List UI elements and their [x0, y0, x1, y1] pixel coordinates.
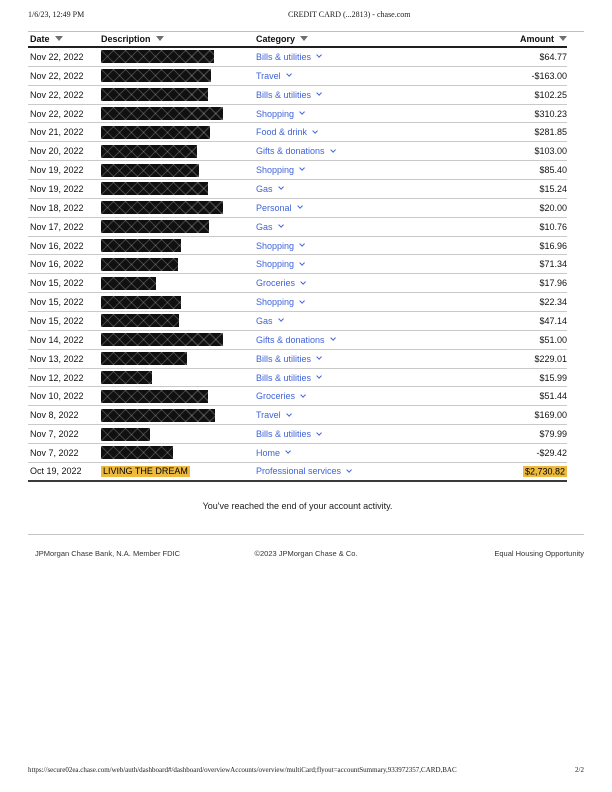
transaction-description — [101, 314, 256, 327]
transaction-description — [101, 446, 256, 459]
chevron-down-icon — [299, 241, 305, 247]
description-text: LIVING THE DREAM — [103, 466, 188, 477]
amount-text: $16.96 — [539, 240, 567, 251]
category-dropdown[interactable] — [256, 354, 321, 364]
category-dropdown[interactable] — [256, 109, 304, 119]
chevron-down-icon — [316, 354, 322, 360]
transaction-description — [101, 333, 256, 346]
category-label: Personal — [256, 202, 292, 213]
category-label: Shopping — [256, 297, 295, 308]
category-dropdown[interactable] — [256, 203, 302, 213]
transaction-row — [28, 161, 567, 180]
chevron-down-icon — [316, 373, 322, 379]
amount-text: $64.77 — [539, 51, 567, 62]
amount-text: $22.34 — [539, 297, 567, 308]
transaction-description — [101, 466, 256, 477]
chevron-down-icon — [299, 260, 305, 266]
transaction-description — [101, 296, 256, 309]
amount-text: $17.96 — [539, 278, 567, 289]
transaction-amount — [447, 241, 567, 251]
transaction-amount — [447, 90, 567, 100]
transaction-amount — [447, 127, 567, 137]
category-label: Gas — [256, 183, 273, 194]
transaction-description — [101, 107, 256, 120]
transaction-row — [28, 142, 567, 161]
category-dropdown[interactable] — [256, 146, 335, 156]
category-label: Gifts & donations — [256, 146, 325, 157]
transaction-row — [28, 67, 567, 86]
transaction-date: Nov 19, 2022 — [30, 183, 84, 194]
amount-text: $51.00 — [539, 334, 567, 345]
transaction-description — [101, 409, 256, 422]
transaction-description — [101, 145, 256, 158]
category-label: Gifts & donations — [256, 334, 325, 345]
redacted-description-block — [101, 164, 199, 177]
redacted-description-block — [101, 277, 156, 290]
redacted-description-block — [101, 107, 223, 120]
print-header — [28, 10, 584, 22]
transaction-row — [28, 218, 567, 237]
transaction-amount — [447, 354, 567, 364]
category-dropdown[interactable] — [256, 316, 283, 326]
category-label: Travel — [256, 410, 281, 421]
transaction-row — [28, 463, 567, 482]
redacted-description-block — [101, 446, 173, 459]
category-label: Groceries — [256, 391, 296, 402]
column-header-category[interactable] — [256, 34, 447, 44]
transaction-date: Nov 14, 2022 — [30, 334, 84, 345]
transaction-description — [101, 182, 256, 195]
transaction-amount — [447, 316, 567, 326]
transaction-row — [28, 425, 567, 444]
transaction-amount — [447, 297, 567, 307]
transaction-row — [28, 255, 567, 274]
table-body — [28, 48, 567, 482]
redacted-description-block — [101, 88, 208, 101]
redacted-description-block — [101, 352, 187, 365]
redacted-description-block — [101, 69, 211, 82]
redacted-description-block — [101, 145, 197, 158]
chevron-down-icon — [316, 90, 322, 96]
amount-text: $20.00 — [539, 202, 567, 213]
category-label: Groceries — [256, 278, 296, 289]
transaction-description — [101, 126, 256, 139]
chevron-down-icon — [312, 128, 318, 134]
category-dropdown[interactable] — [256, 373, 321, 383]
transaction-description — [101, 258, 256, 271]
transaction-date: Nov 19, 2022 — [30, 165, 84, 176]
redacted-description-block — [101, 50, 214, 63]
transaction-date: Nov 13, 2022 — [30, 353, 84, 364]
category-dropdown[interactable] — [256, 184, 283, 194]
chevron-down-icon — [330, 335, 336, 341]
transaction-row — [28, 293, 567, 312]
transaction-row — [28, 331, 567, 350]
transaction-description — [101, 352, 256, 365]
column-header-description[interactable] — [101, 34, 256, 44]
footer-bank-name: JPMorgan Chase Bank, N.A. Member FDIC — [35, 549, 181, 558]
redacted-description-block — [101, 182, 208, 195]
transaction-date: Nov 18, 2022 — [30, 202, 84, 213]
amount-text: -$163.00 — [531, 70, 567, 81]
transactions-table — [28, 31, 567, 482]
transaction-row — [28, 274, 567, 293]
transaction-amount — [447, 259, 567, 269]
amount-text: $281.85 — [534, 127, 567, 138]
category-dropdown[interactable] — [256, 71, 291, 81]
transaction-amount — [447, 71, 567, 81]
transaction-amount — [447, 278, 567, 288]
chevron-down-icon — [278, 184, 284, 190]
transaction-date: Nov 20, 2022 — [30, 146, 84, 157]
transaction-date: Nov 10, 2022 — [30, 391, 84, 402]
category-dropdown[interactable] — [256, 222, 283, 232]
print-datetime: 1/6/23, 12:49 PM — [28, 10, 85, 19]
category-label: Travel — [256, 70, 281, 81]
chevron-down-icon — [299, 166, 305, 172]
amount-text: $310.23 — [534, 108, 567, 119]
transaction-date: Nov 15, 2022 — [30, 297, 84, 308]
category-label: Gas — [256, 221, 273, 232]
category-dropdown[interactable] — [256, 297, 304, 307]
transaction-description — [101, 428, 256, 441]
sort-triangle-icon[interactable] — [300, 36, 308, 41]
transaction-amount — [447, 373, 567, 383]
chevron-down-icon — [286, 71, 292, 77]
transaction-date: Nov 22, 2022 — [30, 70, 84, 81]
chevron-down-icon — [300, 392, 306, 398]
category-dropdown[interactable] — [256, 165, 304, 175]
amount-text: $85.40 — [539, 165, 567, 176]
chevron-down-icon — [316, 430, 322, 436]
transaction-row — [28, 312, 567, 331]
transaction-row — [28, 350, 567, 369]
transaction-amount — [447, 52, 567, 62]
print-page-number: 2/2 — [575, 766, 584, 774]
transaction-description — [101, 164, 256, 177]
transaction-date: Nov 16, 2022 — [30, 259, 84, 270]
redacted-description-block — [101, 314, 179, 327]
category-label: Food & drink — [256, 127, 308, 138]
chevron-down-icon — [299, 109, 305, 115]
print-title: CREDIT CARD (...2813) - chase.com — [288, 10, 411, 19]
column-header-description-label: Description — [101, 33, 151, 44]
amount-text: $51.44 — [539, 391, 567, 402]
category-label: Bills & utilities — [256, 353, 312, 364]
transaction-row — [28, 369, 567, 388]
amount-text: $15.24 — [539, 183, 567, 194]
category-label: Bills & utilities — [256, 51, 312, 62]
redacted-description-block — [101, 371, 152, 384]
transaction-date: Nov 22, 2022 — [30, 51, 84, 62]
transaction-description — [101, 50, 256, 63]
category-dropdown[interactable] — [256, 391, 305, 401]
transaction-description — [101, 69, 256, 82]
chevron-down-icon — [299, 298, 305, 304]
transaction-date: Nov 16, 2022 — [30, 240, 84, 251]
sort-triangle-icon[interactable] — [559, 36, 567, 41]
transaction-date: Nov 7, 2022 — [30, 429, 79, 440]
transaction-date: Nov 22, 2022 — [30, 108, 84, 119]
category-dropdown[interactable] — [256, 466, 351, 476]
transaction-row — [28, 180, 567, 199]
category-label: Bills & utilities — [256, 429, 312, 440]
category-label: Shopping — [256, 108, 295, 119]
column-header-category-label: Category — [256, 33, 296, 44]
category-dropdown[interactable] — [256, 127, 317, 137]
transaction-row — [28, 48, 567, 67]
column-header-amount[interactable] — [447, 34, 567, 44]
transaction-row — [28, 237, 567, 256]
amount-text: $103.00 — [534, 146, 567, 157]
category-dropdown[interactable] — [256, 448, 290, 458]
transaction-date: Nov 15, 2022 — [30, 278, 84, 289]
transaction-date: Nov 7, 2022 — [30, 447, 79, 458]
transaction-row — [28, 444, 567, 463]
transaction-amount — [447, 410, 567, 420]
transaction-date: Nov 21, 2022 — [30, 127, 84, 138]
category-label: Shopping — [256, 259, 295, 270]
category-dropdown[interactable] — [256, 90, 321, 100]
chevron-down-icon — [286, 411, 292, 417]
transaction-description — [101, 371, 256, 384]
transaction-amount — [447, 165, 567, 175]
redacted-description-block — [101, 258, 178, 271]
print-url: https://secure02ea.chase.com/web/auth/dashboard#/dashboard/overviewAccounts/overview/multiCard;flyout=accountSummary,933972357,CARD,BAC — [28, 766, 457, 774]
transaction-amount — [447, 203, 567, 213]
chevron-down-icon — [285, 449, 291, 455]
table-header-row — [28, 31, 567, 48]
footer-copyright: ©2023 JPMorgan Chase & Co. — [254, 549, 358, 558]
amount-text: $10.76 — [539, 221, 567, 232]
transaction-amount — [447, 222, 567, 232]
amount-text: $169.00 — [534, 410, 567, 421]
transaction-date: Nov 22, 2022 — [30, 89, 84, 100]
transaction-amount — [447, 448, 567, 458]
transaction-date: Nov 8, 2022 — [30, 410, 79, 421]
transaction-date: Oct 19, 2022 — [30, 466, 82, 477]
transaction-row — [28, 105, 567, 124]
transaction-amount — [447, 335, 567, 345]
amount-text: -$29.42 — [536, 447, 567, 458]
category-dropdown[interactable] — [256, 335, 335, 345]
sort-triangle-icon[interactable] — [156, 36, 164, 41]
chevron-down-icon — [278, 316, 284, 322]
redacted-description-block — [101, 296, 181, 309]
amount-text: $79.99 — [539, 429, 567, 440]
amount-text: $229.01 — [534, 353, 567, 364]
category-label: Home — [256, 447, 281, 458]
transaction-description — [101, 201, 256, 214]
footer-equal-housing: Equal Housing Opportunity — [494, 549, 584, 558]
redacted-description-block — [101, 333, 223, 346]
category-dropdown[interactable] — [256, 52, 321, 62]
redacted-description-block — [101, 239, 181, 252]
chevron-down-icon — [330, 147, 336, 153]
transaction-date: Nov 12, 2022 — [30, 372, 84, 383]
transaction-row — [28, 387, 567, 406]
amount-text: $15.99 — [539, 372, 567, 383]
chevron-down-icon — [300, 279, 306, 285]
transaction-row — [28, 86, 567, 105]
category-label: Shopping — [256, 165, 295, 176]
amount-text: $47.14 — [539, 315, 567, 326]
transaction-date: Nov 17, 2022 — [30, 221, 84, 232]
transaction-row — [28, 406, 567, 425]
transaction-date: Nov 15, 2022 — [30, 315, 84, 326]
category-label: Shopping — [256, 240, 295, 251]
category-label: Bills & utilities — [256, 89, 312, 100]
transaction-row — [28, 199, 567, 218]
redacted-description-block — [101, 126, 210, 139]
transaction-amount — [447, 146, 567, 156]
amount-text: $71.34 — [539, 259, 567, 270]
sort-triangle-icon[interactable] — [55, 36, 63, 41]
redacted-description-block — [101, 201, 223, 214]
print-footer — [28, 766, 584, 774]
amount-text: $2,730.82 — [524, 466, 565, 477]
redacted-description-block — [101, 428, 150, 441]
transaction-description — [101, 220, 256, 233]
transaction-amount — [447, 109, 567, 119]
transaction-description — [101, 390, 256, 403]
redacted-description-block — [101, 220, 209, 233]
category-dropdown[interactable] — [256, 241, 304, 251]
category-dropdown[interactable] — [256, 259, 304, 269]
end-of-activity-message: You've reached the end of your account activity. — [202, 501, 393, 511]
chevron-down-icon — [346, 467, 352, 473]
column-header-date[interactable] — [28, 34, 101, 44]
category-label: Professional services — [256, 466, 342, 477]
redacted-description-block — [101, 409, 215, 422]
transaction-amount — [447, 391, 567, 401]
transaction-amount — [447, 466, 567, 476]
transaction-amount — [447, 429, 567, 439]
category-dropdown[interactable] — [256, 429, 321, 439]
chevron-down-icon — [278, 222, 284, 228]
redacted-description-block — [101, 390, 208, 403]
category-label: Gas — [256, 315, 273, 326]
amount-text: $102.25 — [534, 89, 567, 100]
transaction-amount — [447, 184, 567, 194]
category-label: Bills & utilities — [256, 372, 312, 383]
transaction-description — [101, 239, 256, 252]
footer-divider — [28, 534, 584, 535]
chevron-down-icon — [316, 52, 322, 58]
category-dropdown[interactable] — [256, 278, 305, 288]
column-header-amount-label: Amount — [520, 33, 554, 44]
category-dropdown[interactable] — [256, 410, 291, 420]
column-header-date-label: Date — [30, 33, 50, 44]
chevron-down-icon — [297, 203, 303, 209]
transaction-description — [101, 277, 256, 290]
transaction-description — [101, 88, 256, 101]
transaction-row — [28, 123, 567, 142]
